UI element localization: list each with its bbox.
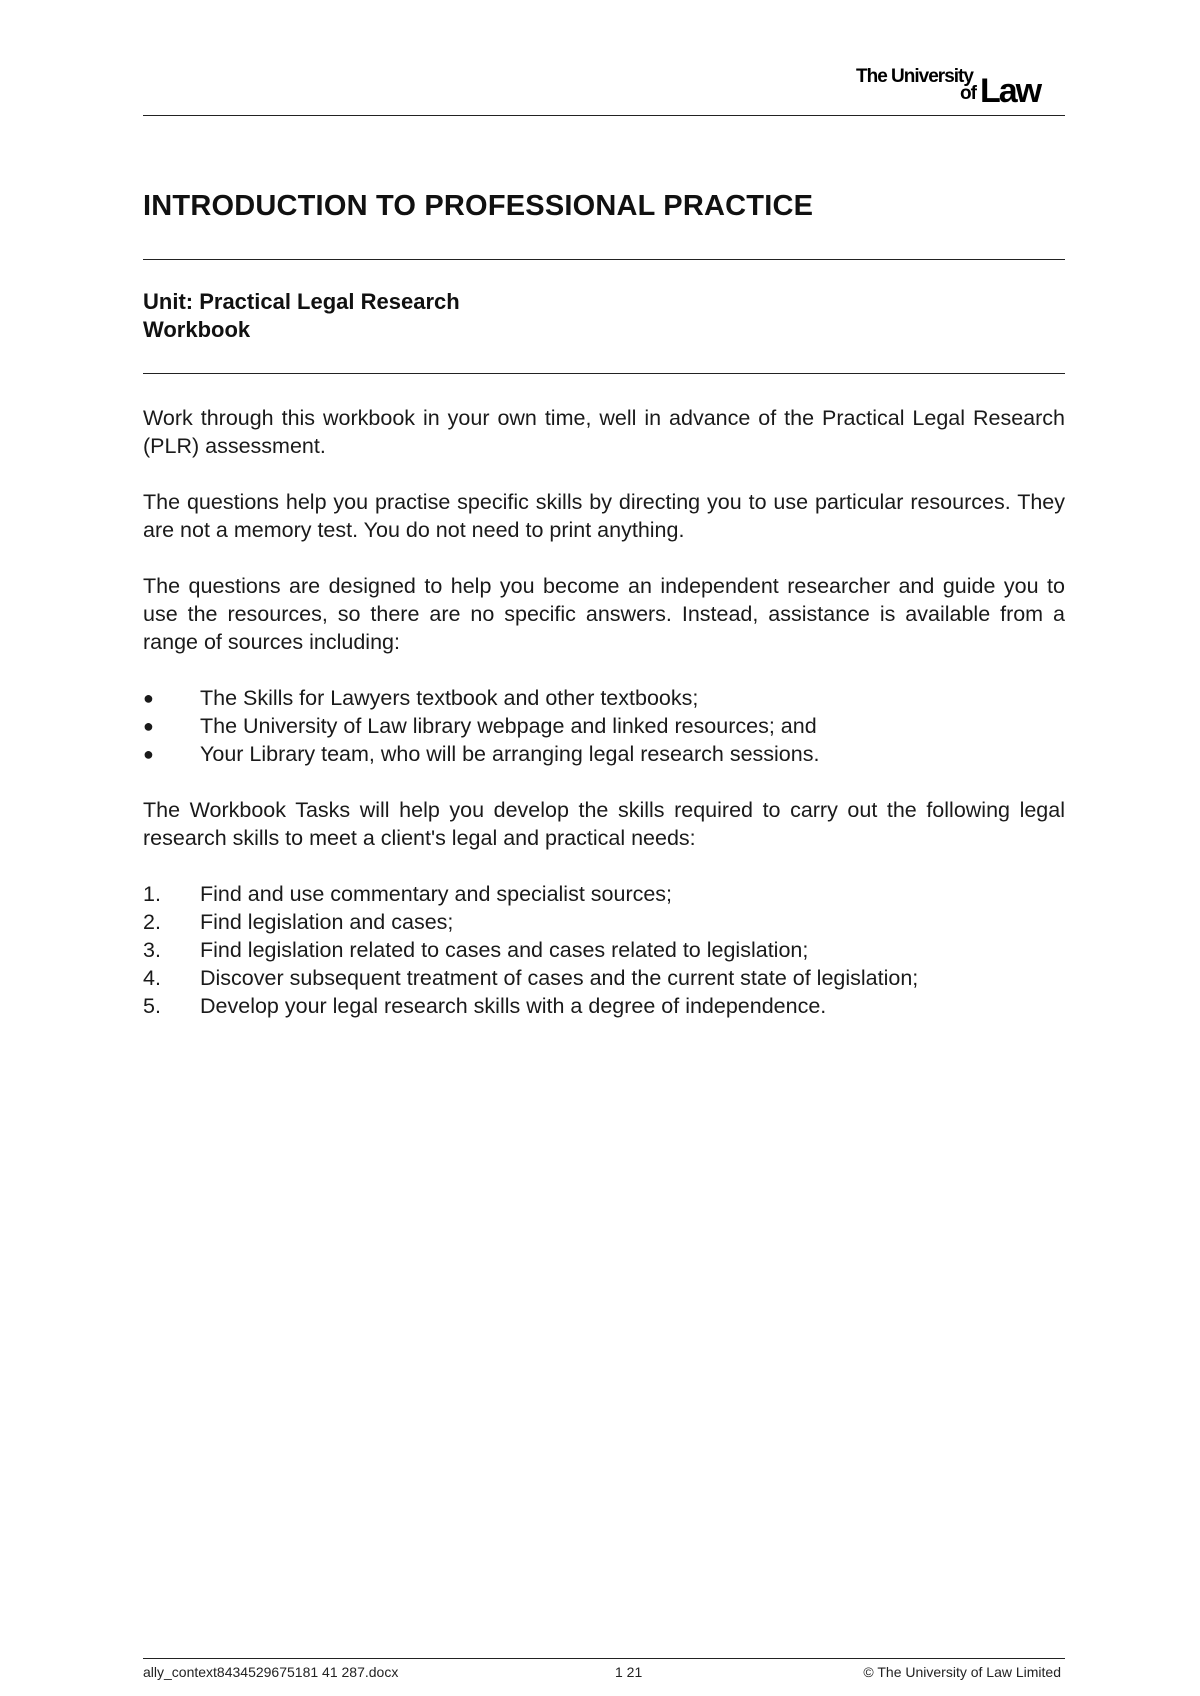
unit-divider [143, 373, 1065, 374]
design-paragraph: The questions are designed to help you become an independent researcher and guide you to use the resources, so there are no specific answers. Instead, assistance is available from a range of sources including: [143, 574, 1065, 654]
footer-page-number: 1 21 [615, 1664, 643, 1680]
list-number: 5. [143, 994, 161, 1018]
header-divider [143, 115, 1065, 116]
list-item-text: Discover subsequent treatment of cases and the current state of legislation; [200, 966, 919, 990]
list-item [143, 712, 1065, 740]
page-title: INTRODUCTION TO PROFESSIONAL PRACTICE [143, 190, 814, 222]
list-number: 4. [143, 966, 161, 990]
list-item [143, 992, 1065, 1020]
footer-filename: ally_context8434529675181 41 287.docx [143, 1664, 399, 1680]
bullet-icon: ● [143, 688, 154, 708]
list-item [143, 684, 1065, 712]
footer-copyright: © The University of Law Limited [863, 1664, 1061, 1680]
tasks-intro-paragraph: The Workbook Tasks will help you develop the skills required to carry out the following legal research skills to meet a client's legal and practical needs: [143, 798, 1065, 850]
title-divider [143, 259, 1065, 260]
list-number: 2. [143, 910, 161, 934]
university-of-law-logo [856, 66, 1066, 110]
list-item [143, 880, 1065, 908]
list-item-text: Develop your legal research skills with a degree of independence. [200, 994, 827, 1018]
list-item-text: The University of Law library webpage and linked resources; and [200, 714, 817, 738]
list-number: 3. [143, 938, 161, 962]
unit-heading [143, 288, 460, 344]
list-item-text: Find legislation and cases; [200, 910, 454, 934]
list-item-text: Find and use commentary and specialist sources; [200, 882, 673, 906]
logo-text-of: of [960, 83, 976, 104]
resources-bullet-list [143, 684, 1065, 768]
document-body [143, 404, 1065, 1048]
list-item [143, 740, 1065, 768]
page-footer [143, 1664, 1065, 1684]
unit-line: Unit: Practical Legal Research [143, 289, 460, 314]
workbook-label: Workbook [143, 317, 251, 342]
logo-text-law: Law [980, 72, 1041, 110]
intro-paragraph: Work through this workbook in your own time, well in advance of the Practical Legal Research (PLR) assessment. [143, 406, 1065, 458]
list-item-text: Your Library team, who will be arranging legal research sessions. [200, 742, 820, 766]
logo-text-the-university: The University [856, 66, 973, 87]
bullet-icon: ● [143, 744, 154, 764]
skills-numbered-list [143, 880, 1065, 1020]
bullet-icon: ● [143, 716, 154, 736]
footer-divider [143, 1658, 1065, 1659]
list-item [143, 908, 1065, 936]
questions-paragraph: The questions help you practise specific skills by directing you to use particular resources. They are not a memory test. You do not need to print anything. [143, 490, 1065, 542]
list-item-text: Find legislation related to cases and cases related to legislation; [200, 938, 809, 962]
list-item-text: The Skills for Lawyers textbook and other textbooks; [200, 686, 699, 710]
list-number: 1. [143, 882, 161, 906]
list-item [143, 936, 1065, 964]
list-item [143, 964, 1065, 992]
